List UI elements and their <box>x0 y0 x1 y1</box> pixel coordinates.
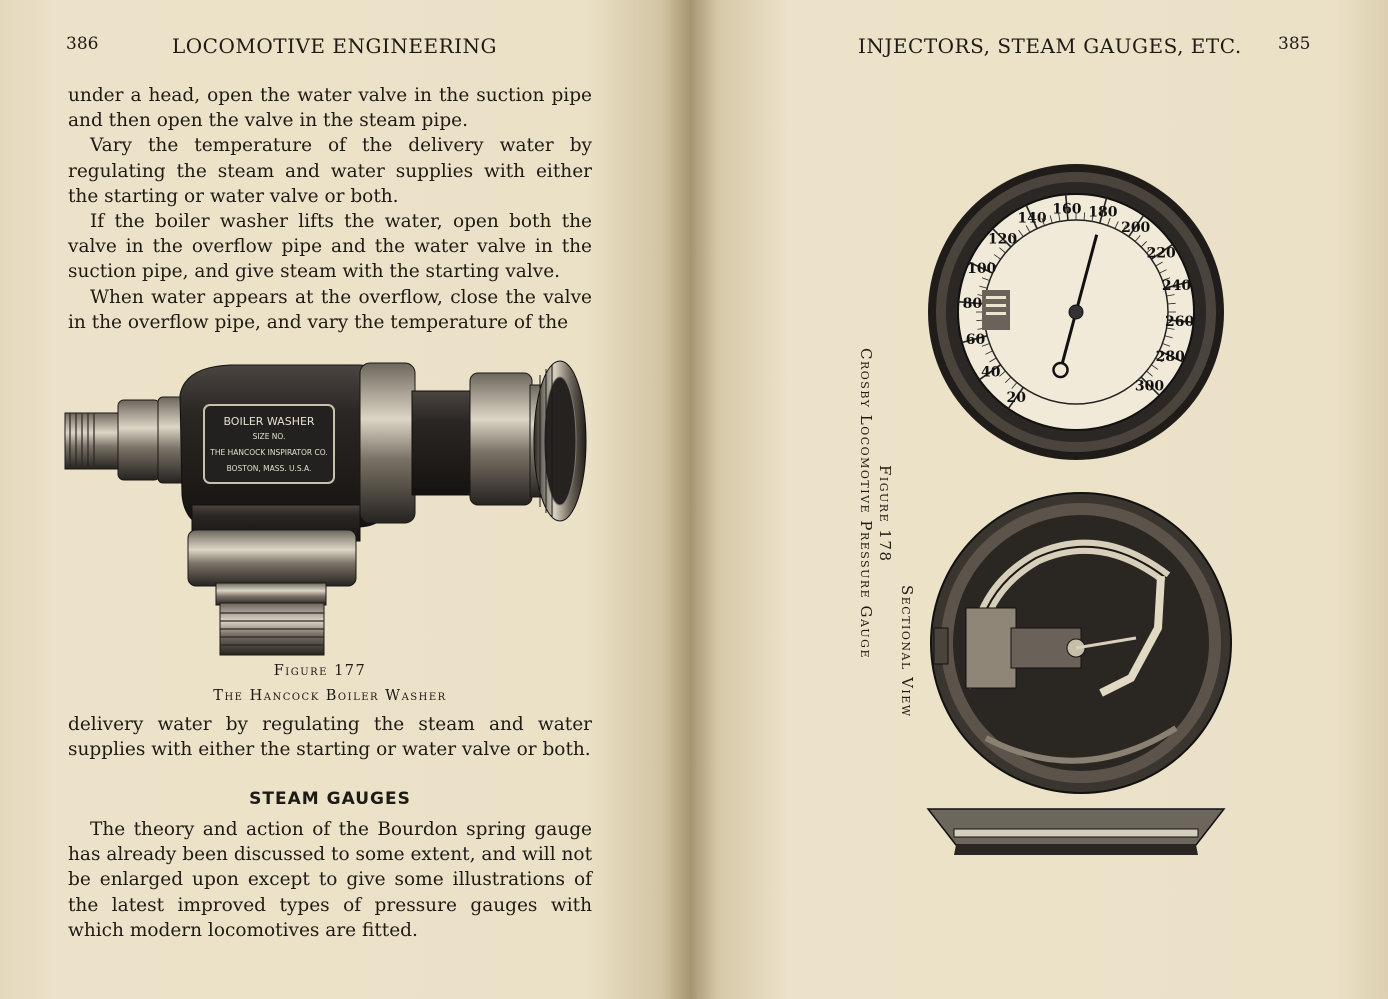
boiler-washer-illustration <box>60 355 590 660</box>
dial-number: 140 <box>1017 210 1047 227</box>
gauge-sectional-view <box>926 488 1236 798</box>
paragraph: under a head, open the water valve in the suction pipe and then open the valve in the steam pipe. <box>68 85 592 132</box>
nameplate-line: SIZE NO. <box>252 432 286 441</box>
needle-hub <box>1069 305 1083 319</box>
dial-number: 200 <box>1121 219 1151 236</box>
needle-tail <box>1054 363 1068 377</box>
page-number: 385 <box>1278 34 1311 54</box>
left-page <box>0 0 690 999</box>
paragraph: The theory and action of the Bourdon spring gauge has already been discussed to some extent, and will not be enlarged upon except to give some illustrations of the latest improved types of pressure gauges with which modern locomotives are fitted. <box>68 819 592 941</box>
nameplate-line: BOILER WASHER <box>223 415 315 428</box>
dial-number: 80 <box>962 295 983 312</box>
paragraph: When water appears at the overflow, close the valve in the overflow pipe, and vary the temperature of the <box>68 286 592 333</box>
dial-number: 120 <box>987 231 1018 248</box>
figure-caption: Crosby Locomotive Pressure Gauge <box>857 348 875 659</box>
sectional-view-label: Sectional View <box>898 585 916 718</box>
paragraph: Vary the temperature of the delivery water by regulating the steam and water supplies with either the starting or water valve or both. <box>68 135 592 207</box>
dial-number: 180 <box>1088 204 1118 221</box>
dial-number: 60 <box>965 331 986 348</box>
dial-number: 20 <box>1006 390 1027 407</box>
dial-number: 40 <box>981 364 1001 381</box>
section-heading: STEAM GAUGES <box>249 789 411 809</box>
figure-label: Figure 177 <box>273 663 367 679</box>
dial-number: 240 <box>1161 278 1192 295</box>
right-page <box>690 0 1388 999</box>
running-head: LOCOMOTIVE ENGINEERING <box>172 34 498 58</box>
dial-number: 220 <box>1146 245 1176 262</box>
dial-number: 160 <box>1052 201 1082 218</box>
body-text-after-figure <box>68 712 592 762</box>
body-text-section <box>68 817 592 943</box>
nameplate-line: BOSTON, MASS. U.S.A. <box>226 464 312 473</box>
dial-number: 260 <box>1164 314 1195 331</box>
nameplate-line: THE HANCOCK INSPIRATOR CO. <box>210 448 328 457</box>
paragraph: If the boiler washer lifts the water, open both the valve in the overflow pipe and the water valve in the suction pipe, and give steam with the starting valve. <box>68 211 592 283</box>
running-head: INJECTORS, STEAM GAUGES, ETC. <box>858 34 1242 58</box>
dial-number: 280 <box>1155 349 1185 365</box>
paragraph: delivery water by regulating the steam and water supplies with either the starting or water valve or both. <box>68 714 592 761</box>
page-number: 386 <box>66 34 99 54</box>
figure-caption: The Hancock Boiler Washer <box>213 688 447 704</box>
dial-number: 100 <box>967 261 997 277</box>
gauge-bezel-edge-view <box>926 805 1226 861</box>
figure-label: Figure 178 <box>876 465 894 563</box>
dial-number: 300 <box>1134 378 1165 395</box>
body-text-top <box>68 83 592 335</box>
pressure-gauge-face <box>926 162 1226 462</box>
maker-emblem <box>982 290 1010 330</box>
